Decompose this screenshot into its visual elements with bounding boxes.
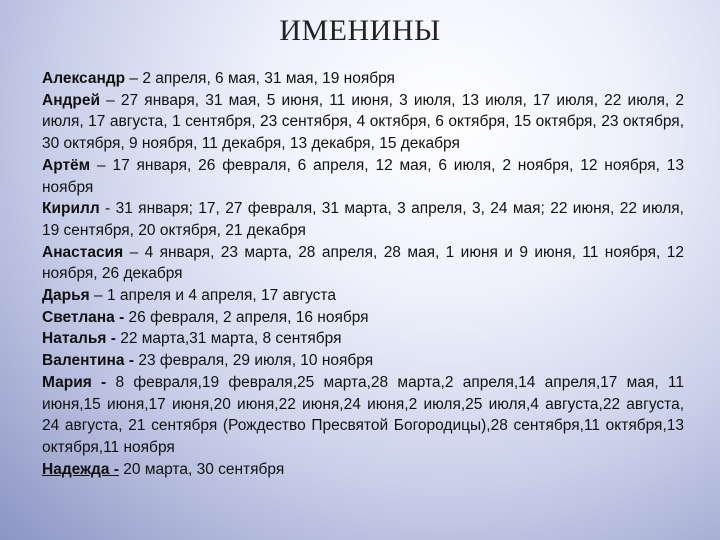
name-day-entry — [42, 372, 684, 459]
entry-name: Валентина - — [42, 352, 135, 370]
entry-name: Артём — [42, 156, 91, 174]
entry-dates: – 4 января, 23 марта, 28 апреля, 28 мая, 1 июня и 9 июня, 11 ноября, 12 ноября, 26 декабря — [42, 243, 684, 283]
entry-dates: 23 февраля, 29 июля, 10 ноября — [134, 352, 374, 370]
entry-dates: – 2 апреля, 6 мая, 31 мая, 19 ноября — [125, 70, 395, 87]
entry-name: Андрей — [42, 91, 101, 109]
entry-name: Кирилл — [42, 200, 100, 218]
entry-dates: 22 марта,31 марта, 8 сентября — [115, 330, 342, 348]
name-day-entry — [42, 350, 684, 372]
entry-dates: 20 марта, 30 сентября — [119, 460, 285, 478]
name-day-entry — [42, 328, 684, 350]
entry-dates: – 1 апреля и 4 апреля, 17 августа — [89, 287, 336, 305]
name-day-entry — [42, 307, 684, 329]
entry-name: Александр — [42, 70, 126, 87]
name-day-entry — [42, 198, 684, 241]
name-day-entry — [42, 68, 684, 90]
name-day-entry — [42, 242, 684, 285]
name-day-entry — [42, 285, 684, 307]
entry-dates: – 17 января, 26 февраля, 6 апреля, 12 мая, 6 июля, 2 ноября, 12 ноября, 13 ноября — [42, 156, 684, 196]
entry-name: Надежда - — [42, 460, 119, 478]
entry-dates: 26 февраля, 2 апреля, 16 ноября — [124, 308, 369, 326]
entry-name: Наталья - — [42, 330, 116, 348]
entry-dates: - 31 января; 17, 27 февраля, 31 марта, 3 апреля, 3, 24 мая; 22 июня, 22 июля, 19 сентября, 20 октября, 21 декабря — [42, 200, 684, 239]
entry-name: Дарья — [42, 287, 90, 305]
name-day-entry — [42, 90, 684, 155]
name-day-entry — [42, 459, 684, 481]
entry-dates: 8 февраля,19 февраля,25 марта,28 марта,2 апреля,14 апреля,17 мая, 11 июня,15 июня,17 июня,20 июня,22 июня,24 июня,2 июля,25 июля,4 августа,22 августа, 24 августа, 21 сентября (Рождество Пресвятой Богородицы),28 сентября,11 октября,13 октября,11 ноября — [42, 373, 684, 456]
name-day-entry — [42, 155, 684, 198]
entry-name: Мария - — [42, 373, 107, 391]
entry-dates: – 27 января, 31 мая, 5 июня, 11 июня, 3 июля, 13 июля, 17 июля, 22 июля, 2 июля, 17 августа, 1 сентября, 23 сентября, 4 октября, 6 октября, 15 октября, 23 октября, 30 октября, 9 ноября, 11 декабря, 13 декабря, 15 декабря — [42, 91, 684, 153]
name-day-list — [42, 68, 684, 480]
slide-title: ИМЕНИНЫ — [279, 14, 441, 47]
entry-name: Светлана - — [42, 308, 125, 326]
entry-name: Анастасия — [42, 243, 124, 261]
